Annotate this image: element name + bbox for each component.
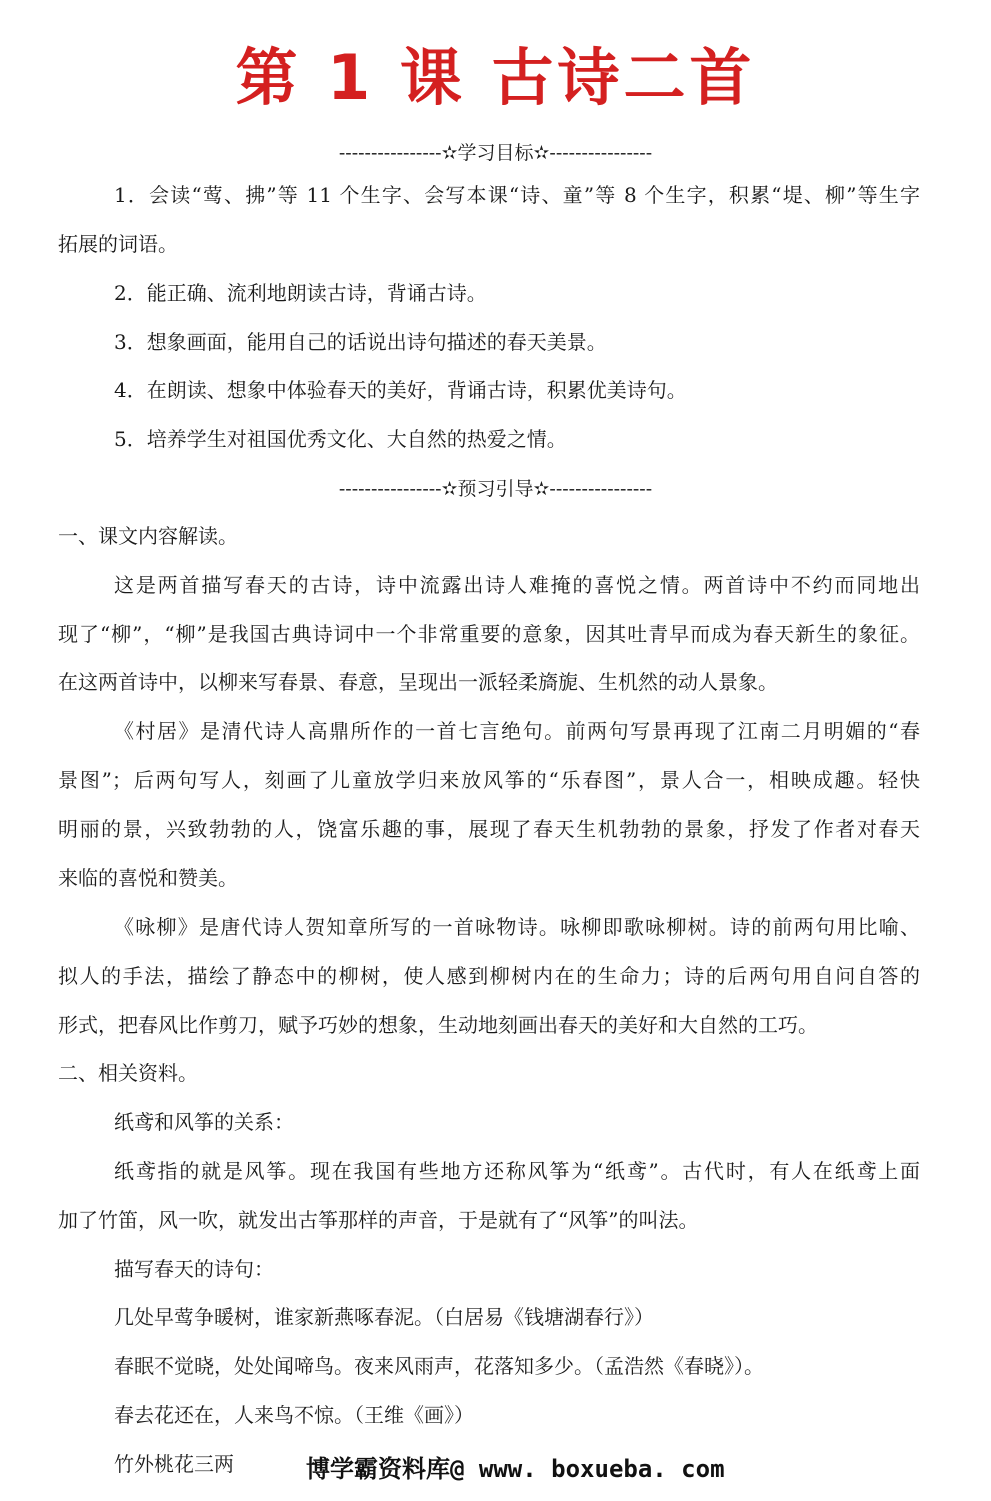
- paragraph-line: 明丽的景，兴致勃勃的人，饶富乐趣的事，展现了春天生机勃勃的景象，抒发了作者对春天: [58, 817, 920, 841]
- objective-line: 2．能正确、流利地朗读古诗，背诵古诗。: [114, 281, 487, 305]
- paragraph-line: 形式，把春风比作剪刀，赋予巧妙的想象，生动地刻画出春天的美好和大自然的工巧。: [58, 1013, 818, 1037]
- paragraph-line: 加了竹笛，风一吹，就发出古筝那样的声音，于是就有了“风筝”的叫法。: [58, 1208, 699, 1232]
- poem-line: 竹外桃花三两: [114, 1452, 234, 1476]
- paragraph-line: 《村居》是清代诗人高鼎所作的一首七言绝句。前两句写景再现了江南二月明媚的“春: [114, 719, 920, 743]
- section-heading: 二、相关资料。: [58, 1061, 198, 1085]
- paragraph-line: 拟人的手法，描绘了静态中的柳树，使人感到柳树内在的生命力；诗的后两句用自问自答的: [58, 964, 920, 988]
- paragraph-line: 描写春天的诗句：: [114, 1257, 274, 1281]
- objective-line: 4．在朗读、想象中体验春天的美好，背诵古诗，积累优美诗句。: [114, 378, 687, 402]
- paragraph-line: 纸鸢指的就是风筝。现在我国有些地方还称风筝为“纸鸢”。古代时，有人在纸鸢上面: [114, 1159, 920, 1183]
- poem-line: 几处早莺争暖树，谁家新燕啄春泥。（白居易《钱塘湖春行》）: [114, 1305, 654, 1329]
- paragraph-line: 这是两首描写春天的古诗，诗中流露出诗人难掩的喜悦之情。两首诗中不约而同地出: [114, 573, 920, 597]
- section-heading: 一、课文内容解读。: [58, 524, 238, 548]
- paragraph-line: 《咏柳》是唐代诗人贺知章所写的一首咏物诗。咏柳即歌咏柳树。诗的前两句用比喻、: [114, 915, 920, 939]
- poem-line: 春眠不觉晓，处处闻啼鸟。夜来风雨声，花落知多少。（孟浩然《春晓》）。: [114, 1354, 764, 1378]
- paragraph-line: 景图”；后两句写人，刻画了儿童放学归来放风筝的“乐春图”，景人合一，相映成趣。轻快: [58, 768, 920, 792]
- paragraph-line: 在这两首诗中，以柳来写春景、春意，呈现出一派轻柔旖旎、生机然的动人景象。: [58, 670, 778, 694]
- watermark: 博学霸资料库@ www. boxueba. com: [300, 1452, 731, 1486]
- preview-heading: ----------------✫预习引导✫----------------: [338, 478, 653, 500]
- objectives-heading: ----------------✫学习目标✫----------------: [338, 142, 653, 164]
- objective-line: 5．培养学生对祖国优秀文化、大自然的热爱之情。: [114, 427, 567, 451]
- poem-line: 春去花还在，人来鸟不惊。（王维《画》）: [114, 1403, 474, 1427]
- lesson-title: 第 1 课 古诗二首: [235, 41, 756, 114]
- paragraph-line: 纸鸢和风筝的关系：: [114, 1110, 294, 1134]
- paragraph-line: 现了“柳”，“柳”是我国古典诗词中一个非常重要的意象，因其吐青早而成为春天新生的象征。: [58, 622, 920, 646]
- objective-line: 3．想象画面，能用自己的话说出诗句描述的春天美景。: [114, 330, 607, 354]
- paragraph-line: 来临的喜悦和赞美。: [58, 866, 238, 890]
- objective-line: 1．会读“莺、拂”等 11 个生字、会写本课“诗、童”等 8 个生字，积累“堤、柳”等生字: [114, 183, 920, 207]
- objective-line: 拓展的词语。: [58, 232, 178, 256]
